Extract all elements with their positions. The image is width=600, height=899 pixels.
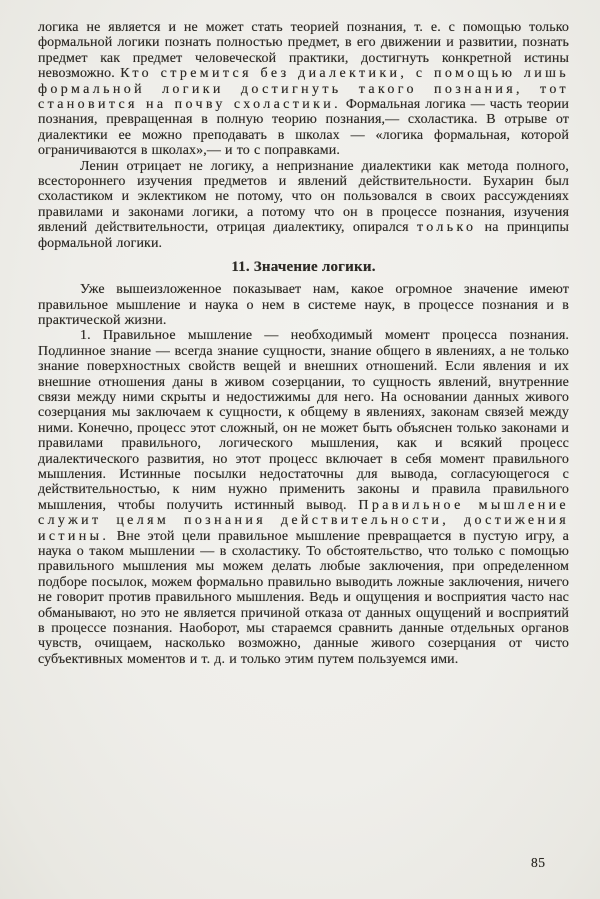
emphasized-letterspaced-text: Правильное мышление служит целям познания действительности, достижения истины. <box>38 497 569 544</box>
page-body <box>38 20 569 667</box>
body-text: Ленин отрицает не логику, а непризнание диалектики как метода полного, всестороннего изучения предметов и явлений действительности. Бухарин был схоластиком и эклектиком не потому, что он пользовался в своих рассуждениях правилами и законами логики, а потому что он в процессе познания, изучения явлений действительности, отрицая диалектику, опирался <box>38 158 569 236</box>
body-text: Вне этой цели правильное мышление превращается в пустую игру, а наука о таком мышлении — в схоластику. То обстоятельство, что только с помощью правильного мышления мы можем делать любые заключения, при определенном подборе посылок, можем формально правильно выводить ложные заключения, ничего не говорит против правильного мышления. Ведь и ощущения и восприятия часто нас обманывают, но это не является причиной отказа от данных ощущений и восприятий в процессе познания. Наоборот, мы стараемся сравнить данные отдельных органов чувств, очищаем, насколько возможно, данные живого созерцания от чисто субъективных моментов и т. д. и только этим путем пользуемся ими. <box>38 528 569 667</box>
emphasized-letterspaced-text: Кто стремится без диалектики, с помощью лишь формальной логики достигнуть такого познания, тот становится на почву схоластики. <box>38 66 569 113</box>
body-text: Уже вышеизложенное показывает нам, какое огромное значение имеют правильное мышление и наука о нем в системе наук, в процессе познания и в практической жизни. <box>38 282 569 328</box>
paragraph <box>38 328 569 667</box>
body-text: 1. Правильное мышление — необходимый момент процесса познания. Подлинное знание — всегда знание сущности, знание общего в явлениях, а не только знание поверхностных свойств вещей и внешних отношений. Если явления и их внешние отношения даны в живом созерцании, то сущность явлений, внутренние связи между ними скрыты и недостижимы для него. На основании данных живого созерцания мы заключаем к сущности, к общему в явлениях, законам связей между ними. Конечно, процесс этот сложный, он не может быть объяснен только законами и правилами правильного, логического мышления, как и всякий процесс диалектического развития, но этот процесс включает в себя момент правильного мышления. Истинные посылки недостаточны для вывода, согласующегося с действительностью, к ним нужно применить законы и правила правильного мышления, чтобы получить истинный вывод. <box>38 328 569 513</box>
paragraph <box>38 159 569 251</box>
paragraph <box>38 20 569 159</box>
section-heading: 11. Значение логики. <box>231 259 376 276</box>
paragraph <box>38 282 569 328</box>
body-text: на принципы формальной логики. <box>38 220 569 251</box>
page-number: 85 <box>531 855 546 870</box>
body-text: Формальная логика — часть теории познания, превращенная в полную теорию познания,— схоластика. В отрыве от диалектики ее можно преподавать в школах — «логика формальная, которой ограничиваются в школах»,— и то с поправками. <box>38 97 569 159</box>
emphasized-letterspaced-text: только <box>416 220 477 236</box>
body-text: логика не является и не может стать теорией познания, т. е. с помощью только формальной логики познать полностью предмет, в его движении и развитии, познать предмет как предмет человеческой практики, достигнуть конкретной истины невозможно. <box>38 20 569 82</box>
